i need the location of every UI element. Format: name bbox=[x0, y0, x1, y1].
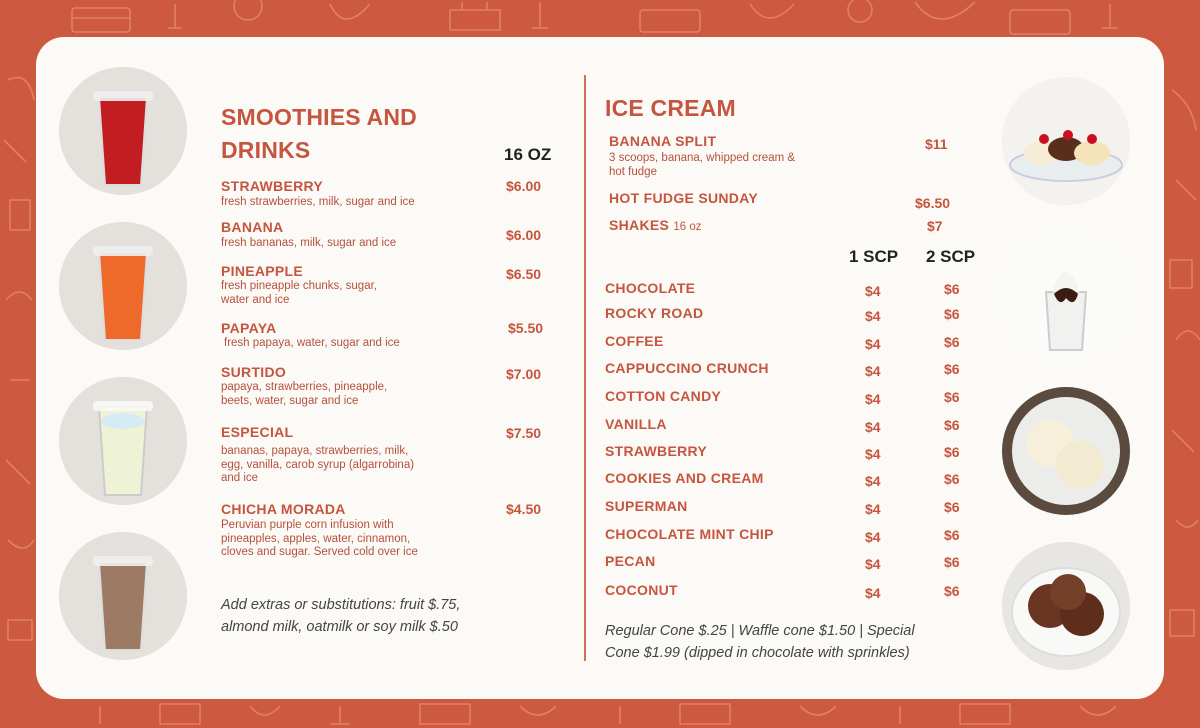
drink-name: ESPECIAL bbox=[221, 424, 294, 440]
flavor-price-two-scoops: $6 bbox=[944, 499, 960, 515]
flavor-name: CHOCOLATE MINT CHIP bbox=[605, 526, 774, 542]
drink-name: STRAWBERRY bbox=[221, 178, 324, 194]
special-name: BANANA SPLIT bbox=[609, 133, 717, 149]
flavor-name: CAPPUCCINO CRUNCH bbox=[605, 360, 769, 376]
flavor-price-two-scoops: $6 bbox=[944, 361, 960, 377]
drink-price: $7.00 bbox=[506, 366, 542, 382]
flavor-price-two-scoops: $6 bbox=[944, 527, 960, 543]
drink-name: CHICHA MORADA bbox=[221, 501, 346, 517]
special-price: $7 bbox=[927, 218, 943, 234]
two-scoop-header: 2 SCP bbox=[926, 247, 976, 266]
pineapple-smoothie-photo bbox=[59, 377, 187, 505]
drink-price: $6.00 bbox=[506, 178, 542, 194]
special-price: $11 bbox=[925, 136, 948, 152]
flavor-price-two-scoops: $6 bbox=[944, 554, 960, 570]
drink-name: BANANA bbox=[221, 219, 284, 235]
papaya-smoothie-photo bbox=[59, 222, 187, 350]
flavor-name: CHOCOLATE bbox=[605, 280, 696, 296]
drink-desc: bananas, papaya, strawberries, milk, egg, vanilla, carob syrup (algarrobina) and ice bbox=[221, 445, 415, 484]
column-divider bbox=[584, 75, 586, 661]
flavor-price-one-scoop: $4 bbox=[865, 391, 881, 407]
flavor-price-one-scoop: $4 bbox=[865, 556, 881, 572]
vanilla-scoops-photo bbox=[1002, 387, 1130, 515]
flavor-price-two-scoops: $6 bbox=[944, 417, 960, 433]
special-price: $6.50 bbox=[915, 195, 951, 211]
hot-fudge-sundae-photo bbox=[1002, 232, 1130, 360]
flavor-price-one-scoop: $4 bbox=[865, 283, 881, 299]
flavor-name: VANILLA bbox=[605, 416, 667, 432]
drink-desc: Peruvian purple corn infusion with pineapples, apples, water, cinnamon, cloves and sugar. Served cold over ice bbox=[221, 519, 418, 558]
flavor-name: ROCKY ROAD bbox=[605, 305, 704, 321]
flavor-name: COCONUT bbox=[605, 582, 678, 598]
flavor-price-two-scoops: $6 bbox=[944, 334, 960, 350]
cone-prices-note: Regular Cone $.25 | Waffle cone $1.50 | Special Cone $1.99 (dipped in chocolate with sprinkles) bbox=[605, 623, 915, 661]
flavor-price-one-scoop: $4 bbox=[865, 363, 881, 379]
drink-price: $6.00 bbox=[506, 227, 542, 243]
drink-name: PAPAYA bbox=[221, 320, 277, 336]
flavor-name: COFFEE bbox=[605, 333, 664, 349]
flavor-price-one-scoop: $4 bbox=[865, 529, 881, 545]
banana-split-photo bbox=[1002, 77, 1130, 205]
flavor-price-one-scoop: $4 bbox=[865, 585, 881, 601]
drink-desc: fresh pineapple chunks, sugar, water and ice bbox=[221, 280, 377, 306]
drink-desc: fresh papaya, water, sugar and ice bbox=[224, 337, 400, 349]
menu-card bbox=[36, 37, 1164, 699]
flavor-name: SUPERMAN bbox=[605, 498, 688, 514]
chocolate-scoops-photo bbox=[1002, 542, 1130, 670]
flavor-price-two-scoops: $6 bbox=[944, 444, 960, 460]
drink-desc: papaya, strawberries, pineapple, beets, water, sugar and ice bbox=[221, 381, 388, 407]
smoothies-title-line1: SMOOTHIES AND bbox=[221, 104, 417, 130]
drink-price: $5.50 bbox=[508, 320, 544, 336]
flavor-price-two-scoops: $6 bbox=[944, 583, 960, 599]
flavor-name: STRAWBERRY bbox=[605, 443, 708, 459]
flavor-price-one-scoop: $4 bbox=[865, 473, 881, 489]
flavor-price-two-scoops: $6 bbox=[944, 306, 960, 322]
drink-desc: fresh strawberries, milk, sugar and ice bbox=[221, 196, 415, 208]
smoothies-title-line2: DRINKS bbox=[221, 137, 311, 163]
special-desc: 3 scoops, banana, whipped cream & hot fudge bbox=[609, 152, 796, 178]
drink-price: $7.50 bbox=[506, 425, 542, 441]
drink-price: $6.50 bbox=[506, 266, 542, 282]
flavor-name: COTTON CANDY bbox=[605, 388, 722, 404]
drink-name: PINEAPPLE bbox=[221, 263, 304, 279]
special-name: HOT FUDGE SUNDAY bbox=[609, 190, 758, 206]
flavor-price-one-scoop: $4 bbox=[865, 308, 881, 324]
flavor-price-one-scoop: $4 bbox=[865, 419, 881, 435]
flavor-price-two-scoops: $6 bbox=[944, 389, 960, 405]
drink-price: $4.50 bbox=[506, 501, 542, 517]
one-scoop-header: 1 SCP bbox=[849, 247, 899, 266]
chocolate-shake-photo bbox=[59, 532, 187, 660]
special-name: SHAKES 16 oz bbox=[609, 217, 702, 233]
flavor-name: COOKIES AND CREAM bbox=[605, 470, 764, 486]
flavor-price-one-scoop: $4 bbox=[865, 501, 881, 517]
flavor-price-one-scoop: $4 bbox=[865, 336, 881, 352]
flavor-price-one-scoop: $4 bbox=[865, 446, 881, 462]
flavor-price-two-scoops: $6 bbox=[944, 281, 960, 297]
size-label: 16 OZ bbox=[504, 145, 552, 164]
smoothies-extras-note: Add extras or substitutions: fruit $.75, almond milk, oatmilk or soy milk $.50 bbox=[221, 597, 461, 635]
flavor-price-two-scoops: $6 bbox=[944, 471, 960, 487]
flavor-name: PECAN bbox=[605, 553, 656, 569]
icecream-title: ICE CREAM bbox=[605, 95, 736, 121]
strawberry-smoothie-photo bbox=[59, 67, 187, 195]
drink-desc: fresh bananas, milk, sugar and ice bbox=[221, 237, 397, 249]
drink-name: SURTIDO bbox=[221, 364, 287, 380]
